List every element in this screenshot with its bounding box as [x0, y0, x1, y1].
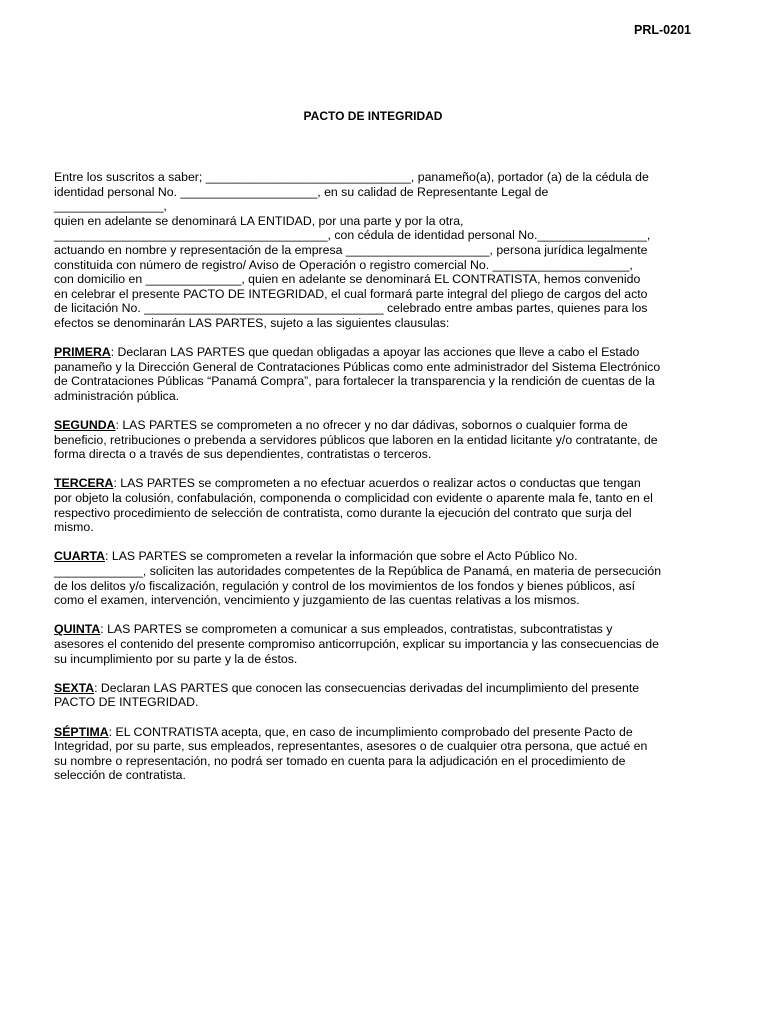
clause-line: Integridad, por su parte, sus empleados, representantes, asesores o de cualquier otra persona, que actué en: [54, 739, 648, 754]
clause-primera: [54, 345, 694, 403]
clause-line: respectivo procedimiento de selección de contratista, como durante la ejecución del contrato que surja del: [54, 505, 632, 520]
intro-line: constituida con número de registro/ Aviso de Operación o registro comercial No. ____________________,: [54, 257, 633, 272]
clause-label: QUINTA: [54, 622, 101, 637]
clause-line: : LAS PARTES se comprometen a no efectuar acuerdos o realizar actos o conductas que tengan: [113, 476, 641, 491]
clause-line: administración pública.: [54, 388, 180, 403]
clause-line: : LAS PARTES se comprometen a no ofrecer y no dar dádivas, sobornos o cualquier forma de: [115, 418, 628, 433]
clause-line: de Contrataciones Públicas “Panamá Compra”, para fortalecer la transparencia y la rendición de cuentas de la: [54, 374, 655, 389]
clause-line: : Declaran LAS PARTES que quedan obligadas a apoyar las acciones que lleve a cabo el Estado: [110, 345, 640, 360]
clause-line: PACTO DE INTEGRIDAD.: [54, 695, 199, 710]
intro-line: actuando en nombre y representación de la empresa _____________________, persona jurídica legalmente: [54, 242, 648, 257]
clause-tercera: [54, 476, 694, 534]
intro-line: Entre los suscritos a saber; ______________________________, panameño(a), portador (a) de la cédula de: [54, 170, 649, 184]
clause-line: : Declaran LAS PARTES que conocen las consecuencias derivadas del incumplimiento del presente: [94, 680, 640, 695]
clause-quinta: [54, 622, 694, 666]
clause-label: SEXTA: [54, 680, 95, 695]
clause-line: forma directa o a través de sus dependientes, contratistas o terceros.: [54, 447, 432, 462]
intro-line: ________________________________________, con cédula de identidad personal No.________________,: [54, 228, 651, 243]
clause-line: como el examen, intervención, vencimiento y juzgamiento de las cuentas relativas a los mismos.: [54, 593, 580, 608]
clause-line: beneficio, retribuciones o prebenda a servidores públicos que laboren en la entidad licitante y/o contratante, de: [54, 432, 658, 447]
intro-line: efectos se denominarán LAS PARTES, sujeto a las siguientes clausulas:: [54, 315, 450, 330]
clause-line: mismo.: [54, 520, 94, 535]
clause-label: SEGUNDA: [54, 418, 116, 433]
intro-line: identidad personal No. ____________________, en su calidad de Representante Legal de: [54, 184, 549, 199]
document-body: [54, 170, 694, 798]
clause-line: asesores el contenido del presente compromiso anticorrupción, explicar su importancia y las consecuencias de: [54, 637, 659, 651]
clause-line: panameño y la Dirección General de Contrataciones Públicas como ente administrador del Sistema Electrónico: [54, 359, 661, 374]
clause-line: de los delitos y/o fiscalización, regulación y control de los movimientos de los fondos y bienes públicos, así: [54, 578, 635, 593]
clause-segunda: [54, 418, 694, 462]
clause-label: PRIMERA: [54, 345, 111, 360]
clause-line: : LAS PARTES se comprometen a revelar la información que sobre el Acto Público No.: [105, 549, 578, 564]
intro-line: en celebrar el presente PACTO DE INTEGRIDAD, el cual formará parte integral del pliego de cargos del acto: [54, 286, 648, 301]
clause-line: selección de contratista.: [54, 768, 186, 783]
clause-label: CUARTA: [54, 549, 106, 564]
clause-line: _____________, soliciten las autoridades competentes de la República de Panamá, en materia de persecución: [54, 564, 662, 579]
document-code: PRL-0201: [634, 23, 691, 37]
document-title: PACTO DE INTEGRIDAD: [303, 109, 443, 123]
clause-line: su incumplimiento por su parte y la de éstos.: [54, 651, 298, 666]
intro-line: de licitación No. ___________________________________ celebrado entre ambas partes, quienes para los: [54, 301, 648, 316]
clause-label: SÉPTIMA: [54, 724, 109, 739]
clause-septima: [54, 725, 694, 783]
clause-sexta: [54, 681, 694, 710]
clause-cuarta: [54, 549, 694, 607]
intro-line: quien en adelante se denominará LA ENTIDAD, por una parte y por la otra,: [54, 213, 464, 228]
intro-line: con domicilio en ______________, quien en adelante se denominará EL CONTRATISTA, hemos convenido: [54, 272, 641, 287]
clause-label: TERCERA: [54, 476, 114, 491]
intro-paragraph: [54, 170, 694, 331]
clause-line: por objeto la colusión, confabulación, componenda o complicidad con evidente o aparente mala fe, tanto en el: [54, 491, 653, 506]
clause-line: : LAS PARTES se comprometen a comunicar a sus empleados, contratistas, subcontratistas y: [100, 622, 613, 637]
intro-line: ________________,: [54, 199, 167, 214]
clause-line: : EL CONTRATISTA acepta, que, en caso de incumplimiento comprobado del presente Pacto de: [108, 724, 633, 739]
clause-line: su nombre o representación, no podrá ser tomado en cuenta para la adjudicación en el procedimiento de: [54, 753, 626, 768]
